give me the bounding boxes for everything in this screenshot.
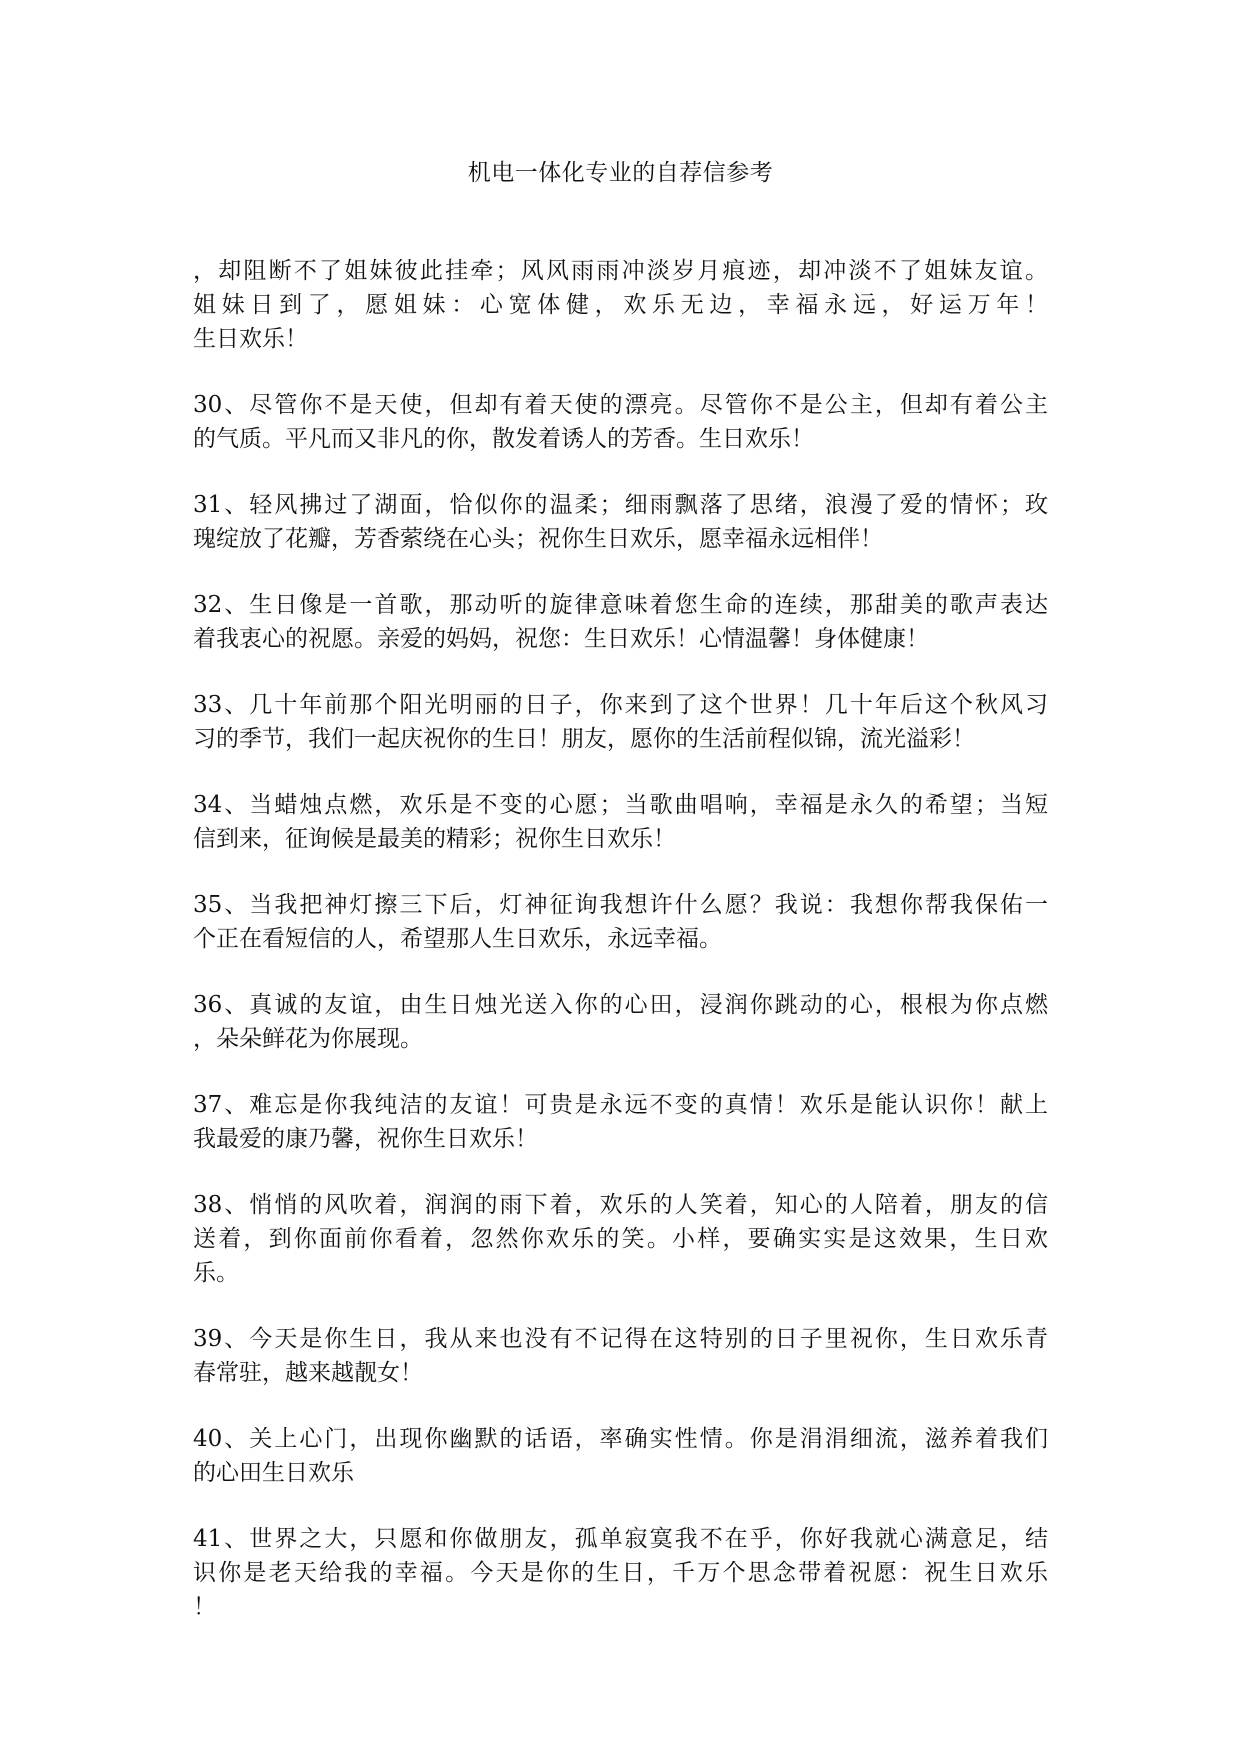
- paragraph-line: ，朵朵鲜花为你展现。: [193, 1026, 423, 1052]
- paragraph: [193, 488, 1048, 556]
- paragraph-line: 的心田生日欢乐: [193, 1460, 354, 1486]
- paragraph-line: 信到来，征询候是最美的精彩；祝你生日欢乐！: [193, 826, 676, 852]
- paragraph-line: 识你是老天给我的幸福。今天是你的生日，千万个思念带着祝愿：祝生日欢乐: [193, 1560, 1048, 1586]
- paragraph-line: 34、当蜡烛点燃，欢乐是不变的心愿；当歌曲唱响，幸福是永久的希望；当短: [193, 792, 1048, 818]
- paragraph-line: ！: [193, 1594, 216, 1620]
- paragraph-line: 习的季节，我们一起庆祝你的生日！朋友，愿你的生活前程似锦，流光溢彩！: [193, 726, 975, 752]
- paragraph-line: 乐。: [193, 1260, 239, 1286]
- paragraph-line: 我最爱的康乃馨，祝你生日欢乐！: [193, 1126, 538, 1152]
- paragraph-line: 生日欢乐！: [193, 326, 308, 352]
- paragraph-line: 33、几十年前那个阳光明丽的日子，你来到了这个世界！几十年后这个秋风习: [193, 692, 1048, 718]
- paragraph-line: 40、关上心门，出现你幽默的话语，率确实性情。你是涓涓细流，滋养着我们: [193, 1426, 1048, 1452]
- paragraph: [193, 588, 1048, 656]
- paragraph: [193, 254, 1048, 356]
- paragraph: [193, 1422, 1048, 1490]
- paragraph-line: 个正在看短信的人，希望那人生日欢乐，永远幸福。: [193, 926, 722, 952]
- paragraph-line: 32、生日像是一首歌，那动听的旋律意味着您生命的连续，那甜美的歌声表达: [193, 592, 1048, 618]
- paragraph: [193, 1088, 1048, 1156]
- paragraph-line: 着我衷心的祝愿。亲爱的妈妈，祝您：生日欢乐！心情温馨！身体健康！: [193, 626, 929, 652]
- paragraph: [193, 388, 1048, 456]
- paragraph-line: 30、尽管你不是天使，但却有着天使的漂亮。尽管你不是公主，但却有着公主: [193, 392, 1048, 418]
- paragraph: [193, 888, 1048, 956]
- paragraph-line: 送着，到你面前你看着，忽然你欢乐的笑。小样，要确实实是这效果，生日欢: [193, 1226, 1048, 1252]
- paragraph-line: 31、轻风拂过了湖面，恰似你的温柔；细雨飘落了思绪，浪漫了爱的情怀；玫: [193, 492, 1048, 518]
- paragraph: [193, 1522, 1048, 1624]
- paragraph-line: 姐妹日到了，愿姐妹：心宽体健，欢乐无边，幸福永远，好运万年！: [193, 292, 1048, 318]
- paragraph-line: 的气质。平凡而又非凡的你，散发着诱人的芳香。生日欢乐！: [193, 426, 814, 452]
- paragraph: [193, 688, 1048, 756]
- paragraph: [193, 988, 1048, 1056]
- document-title: 机电一体化专业的自荐信参考: [467, 160, 774, 186]
- paragraph: [193, 788, 1048, 856]
- paragraph-line: 瑰绽放了花瓣，芳香萦绕在心头；祝你生日欢乐，愿幸福永远相伴！: [193, 526, 883, 552]
- document-body: [193, 254, 1048, 1656]
- paragraph-line: 37、难忘是你我纯洁的友谊！可贵是永远不变的真情！欢乐是能认识你！献上: [193, 1092, 1048, 1118]
- paragraph-line: ，却阻断不了姐妹彼此挂牵；风风雨雨冲淡岁月痕迹，却冲淡不了姐妹友谊。: [193, 258, 1048, 284]
- paragraph-line: 春常驻，越来越靓女！: [193, 1360, 423, 1386]
- paragraph-line: 41、世界之大，只愿和你做朋友，孤单寂寞我不在乎，你好我就心满意足，结: [193, 1526, 1048, 1552]
- paragraph-line: 35、当我把神灯擦三下后，灯神征询我想许什么愿？我说：我想你帮我保佑一: [193, 892, 1048, 918]
- paragraph: [193, 1188, 1048, 1290]
- paragraph-line: 36、真诚的友谊，由生日烛光送入你的心田，浸润你跳动的心，根根为你点燃: [193, 992, 1048, 1018]
- paragraph-line: 38、悄悄的风吹着，润润的雨下着，欢乐的人笑着，知心的人陪着，朋友的信: [193, 1192, 1048, 1218]
- paragraph: [193, 1322, 1048, 1390]
- paragraph-line: 39、今天是你生日，我从来也没有不记得在这特别的日子里祝你，生日欢乐青: [193, 1326, 1048, 1352]
